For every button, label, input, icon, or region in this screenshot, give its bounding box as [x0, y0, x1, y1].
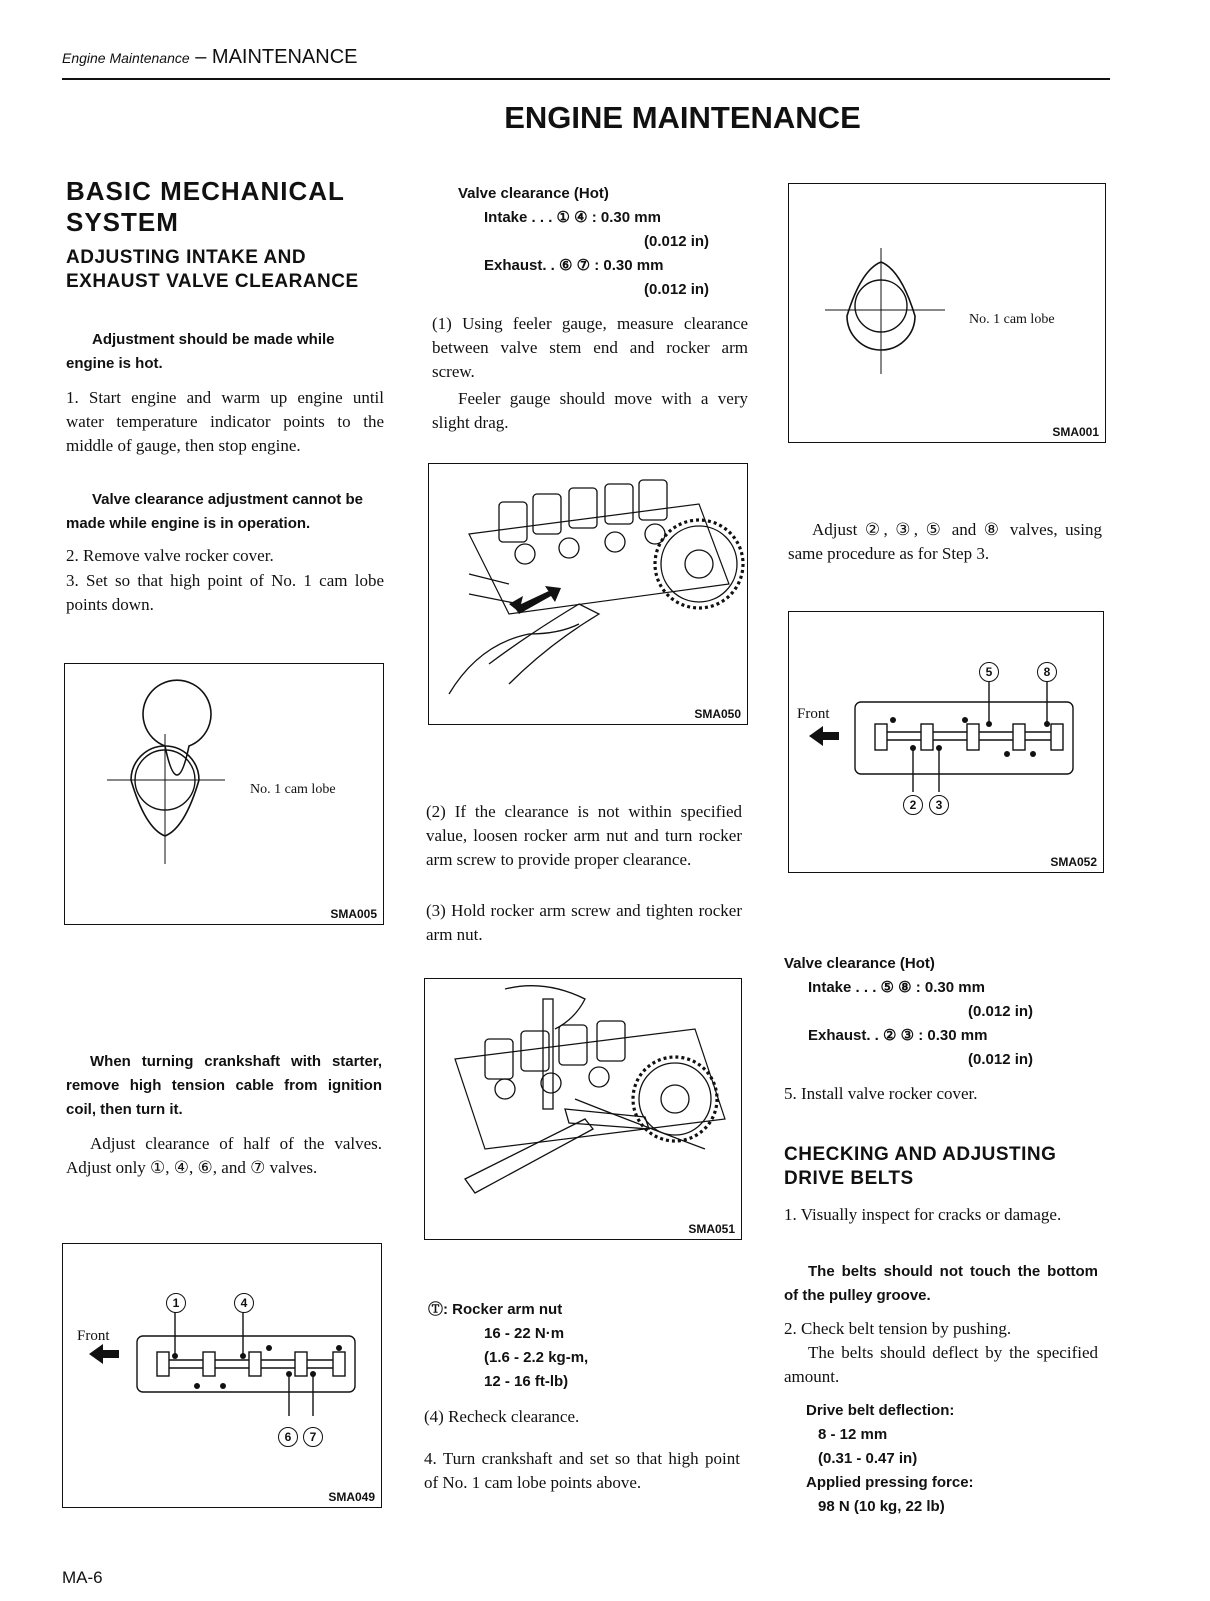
valve-label-8: 8 — [1037, 662, 1057, 682]
substep-3: (3) Hold rocker arm screw and tighten rocker arm nut. — [426, 901, 742, 944]
cam-lobe-down-drawing — [65, 664, 385, 926]
force-title: Applied pressing force: — [806, 1474, 974, 1491]
fig-sma052-front: Front — [797, 706, 830, 722]
torque-kgm: (1.6 - 2.2 kg-m, — [484, 1349, 589, 1366]
header-section-small: Engine Maintenance — [62, 50, 190, 66]
deflection-title: Drive belt deflection: — [806, 1402, 955, 1419]
spec1-exhaust-in: (0.012 in) — [644, 281, 710, 298]
force-value: 98 N (10 kg, 22 lb) — [818, 1498, 945, 1515]
valve-label-4: 4 — [234, 1293, 254, 1313]
spec2-intake: Intake . . . ⑤ ⑧ : 0.30 mm — [808, 979, 985, 996]
feeler-gauge-drawing — [429, 464, 749, 726]
fig-sma050-code: SMA050 — [694, 707, 741, 721]
step-1: 1. Start engine and warm up engine until water temperature indicator points to the middle of gauge, then stop engine. — [66, 388, 384, 455]
rocker-arm-adjust-drawing — [425, 979, 743, 1241]
spec1-exhaust: Exhaust. . ⑥ ⑦ : 0.30 mm — [484, 257, 664, 274]
figure-sma050 — [428, 463, 748, 725]
torque-title: Ⓣ: Rocker arm nut — [428, 1301, 563, 1318]
fig-sma005-label: No. 1 cam lobe — [250, 782, 336, 797]
step-3: 3. Set so that high point of No. 1 cam lobe points down. — [66, 571, 384, 614]
valve-label-7: 7 — [303, 1427, 323, 1447]
step-2: 2. Remove valve rocker cover. — [66, 546, 274, 565]
fig-sma049-front: Front — [77, 1328, 110, 1344]
cam-lobe-up-drawing — [789, 184, 1107, 444]
belt-step-2: 2. Check belt tension by pushing. — [784, 1319, 1012, 1338]
step-5: 5. Install valve rocker cover. — [784, 1084, 978, 1103]
header-section-large: MAINTENANCE — [211, 46, 358, 68]
spec1-intake: Intake . . . ① ④ : 0.30 mm — [484, 209, 661, 226]
fig-sma049-code: SMA049 — [328, 1490, 375, 1504]
fig-sma051-code: SMA051 — [688, 1222, 735, 1236]
substep-1: (1) Using feeler gauge, measure clearance between valve stem end and rocker arm screw. — [432, 314, 748, 381]
spec2-exhaust: Exhaust. . ② ③ : 0.30 mm — [808, 1027, 988, 1044]
valve-label-1: 1 — [166, 1293, 186, 1313]
figure-sma005 — [64, 663, 384, 925]
header-dash: – — [189, 46, 212, 68]
spec-block-2 — [784, 952, 1084, 1072]
substep-2: (2) If the clearance is not within specified value, loosen rocker arm nut and turn rocker arm screw to provide proper clearance. — [426, 802, 742, 869]
torque-nm: 16 - 22 N·m — [484, 1325, 565, 1342]
valve-label-6: 6 — [278, 1427, 298, 1447]
step-4: 4. Turn crankshaft and set so that high point of No. 1 cam lobe points above. — [424, 1449, 740, 1492]
page-number: MA-6 — [62, 1568, 103, 1587]
figure-sma049 — [62, 1243, 382, 1508]
torque-spec — [428, 1298, 728, 1394]
deflection-in: (0.31 - 0.47 in) — [818, 1450, 918, 1467]
adjust-half-valves: Adjust clearance of half of the valves. Adjust only ①, ④, ⑥, and ⑦ valves. — [66, 1134, 382, 1177]
substep-4: (4) Recheck clearance. — [424, 1407, 580, 1426]
header-rule — [62, 78, 1110, 80]
page-title: ENGINE MAINTENANCE — [504, 100, 861, 135]
torque-ftlb: 12 - 16 ft-lb) — [484, 1373, 569, 1390]
spec2-title: Valve clearance (Hot) — [784, 955, 935, 972]
figure-sma052 — [788, 611, 1104, 873]
valve-label-5: 5 — [979, 662, 999, 682]
heading-basic-mechanical: BASIC MECHANICAL SYSTEM — [66, 176, 345, 237]
fig-sma005-code: SMA005 — [330, 907, 377, 921]
note-hot-engine: Adjustment should be made while engine is hot. — [66, 331, 335, 372]
belt-note: The belts should not touch the bottom of the pulley groove. — [784, 1263, 1098, 1304]
spec1-title: Valve clearance (Hot) — [458, 185, 609, 202]
heading-drive-belts: CHECKING AND ADJUSTING DRIVE BELTS — [784, 1144, 1057, 1189]
fig-sma001-label: No. 1 cam lobe — [969, 312, 1055, 327]
spec-block-1 — [458, 182, 748, 302]
note-no-adjust-running: Valve clearance adjustment cannot be made while engine is in operation. — [66, 491, 363, 532]
valve-label-3: 3 — [929, 795, 949, 815]
valve-layout-drawing-2 — [789, 612, 1105, 874]
heading-adjusting-valve: ADJUSTING INTAKE AND EXHAUST VALVE CLEARANCE — [66, 247, 359, 292]
fig-sma001-code: SMA001 — [1052, 425, 1099, 439]
fig-sma052-code: SMA052 — [1050, 855, 1097, 869]
figure-sma051 — [424, 978, 742, 1240]
belt-step-2-detail: The belts should deflect by the specified amount. — [784, 1343, 1098, 1386]
valve-label-2: 2 — [903, 795, 923, 815]
belt-step-1: 1. Visually inspect for cracks or damage. — [784, 1205, 1062, 1224]
valve-layout-drawing-1 — [63, 1244, 383, 1509]
note-crankshaft-starter: When turning crankshaft with starter, remove high tension cable from ignition coil, then turn it. — [66, 1053, 382, 1118]
spec2-intake-in: (0.012 in) — [968, 1003, 1034, 1020]
adjust-remaining-valves: Adjust ②, ③, ⑤ and ⑧ valves, using same procedure as for Step 3. — [788, 520, 1102, 563]
deflection-mm: 8 - 12 mm — [818, 1426, 888, 1443]
substep-1-note: Feeler gauge should move with a very slight drag. — [432, 389, 748, 432]
running-header — [62, 46, 357, 69]
spec1-intake-in: (0.012 in) — [644, 233, 710, 250]
figure-sma001 — [788, 183, 1106, 443]
spec2-exhaust-in: (0.012 in) — [968, 1051, 1034, 1068]
belt-spec — [806, 1399, 1096, 1519]
